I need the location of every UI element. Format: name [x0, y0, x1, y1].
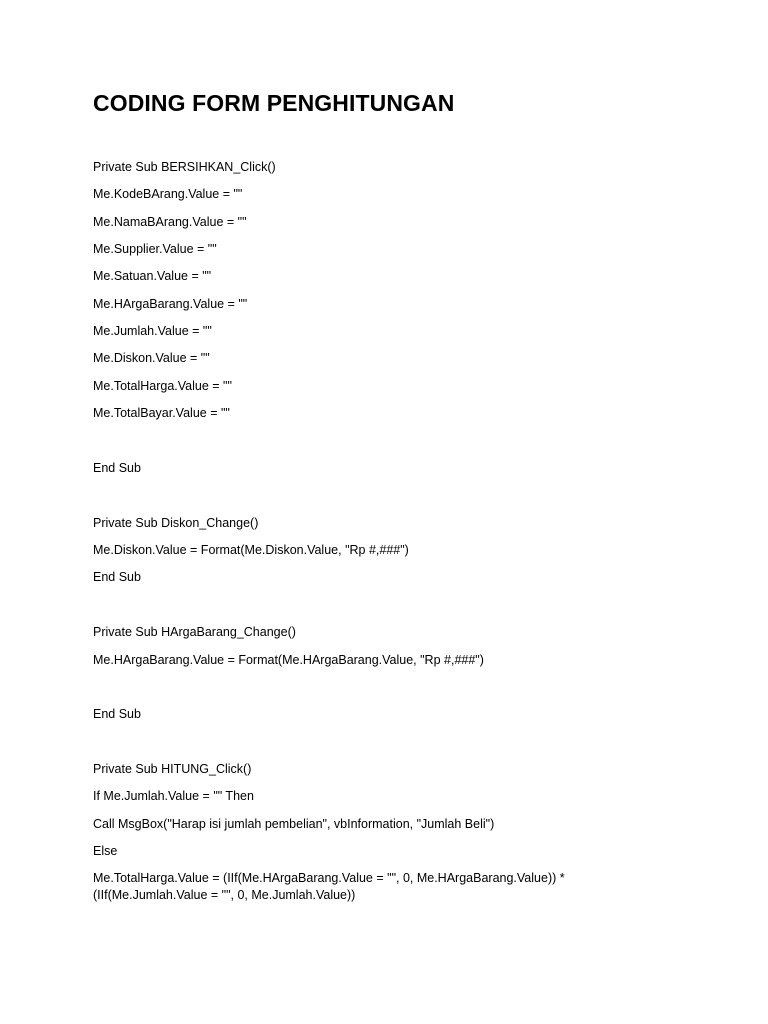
code-line-diskon: Me.Diskon.Value = ""	[93, 351, 210, 365]
code-line-end-sub: End Sub	[93, 570, 141, 584]
code-line-namabarang: Me.NamaBArang.Value = ""	[93, 215, 247, 229]
code-line-totalharga-calc: Me.TotalHarga.Value = (IIf(Me.HArgaBarang.Value = "", 0, Me.HArgaBarang.Value)) * (IIf(Me.Jumlah.Value = "", 0, Me.Jumlah.Value))	[93, 871, 565, 902]
code-line-totalharga: Me.TotalHarga.Value = ""	[93, 379, 232, 393]
code-line-hargabarang: Me.HArgaBarang.Value = ""	[93, 297, 248, 311]
code-line-end-sub: End Sub	[93, 707, 141, 721]
code-line-else: Else	[93, 844, 118, 858]
code-line-hargabarang-format: Me.HArgaBarang.Value = Format(Me.HArgaBarang.Value, "Rp #,###")	[93, 653, 484, 667]
code-line-jumlah: Me.Jumlah.Value = ""	[93, 324, 212, 338]
code-line-end-sub: End Sub	[93, 461, 141, 475]
code-line-totalbayar: Me.TotalBayar.Value = ""	[93, 406, 230, 420]
code-line-supplier: Me.Supplier.Value = ""	[93, 242, 217, 256]
code-line-diskon-format: Me.Diskon.Value = Format(Me.Diskon.Value, "Rp #,###")	[93, 543, 409, 557]
code-line-kodebarang: Me.KodeBArang.Value = ""	[93, 187, 243, 201]
code-line-bersihkan-sub: Private Sub BERSIHKAN_Click()	[93, 160, 276, 174]
code-line-hitung-click-sub: Private Sub HITUNG_Click()	[93, 762, 252, 776]
code-line-msgbox: Call MsgBox("Harap isi jumlah pembelian", vbInformation, "Jumlah Beli")	[93, 817, 495, 831]
code-line-diskon-change-sub: Private Sub Diskon_Change()	[93, 516, 259, 530]
code-line-if-jumlah: If Me.Jumlah.Value = "" Then	[93, 789, 254, 803]
code-line-satuan: Me.Satuan.Value = ""	[93, 269, 212, 283]
document-title: CODING FORM PENGHITUNGAN	[93, 90, 455, 116]
code-line-hargabarang-change-sub: Private Sub HArgaBarang_Change()	[93, 625, 296, 639]
